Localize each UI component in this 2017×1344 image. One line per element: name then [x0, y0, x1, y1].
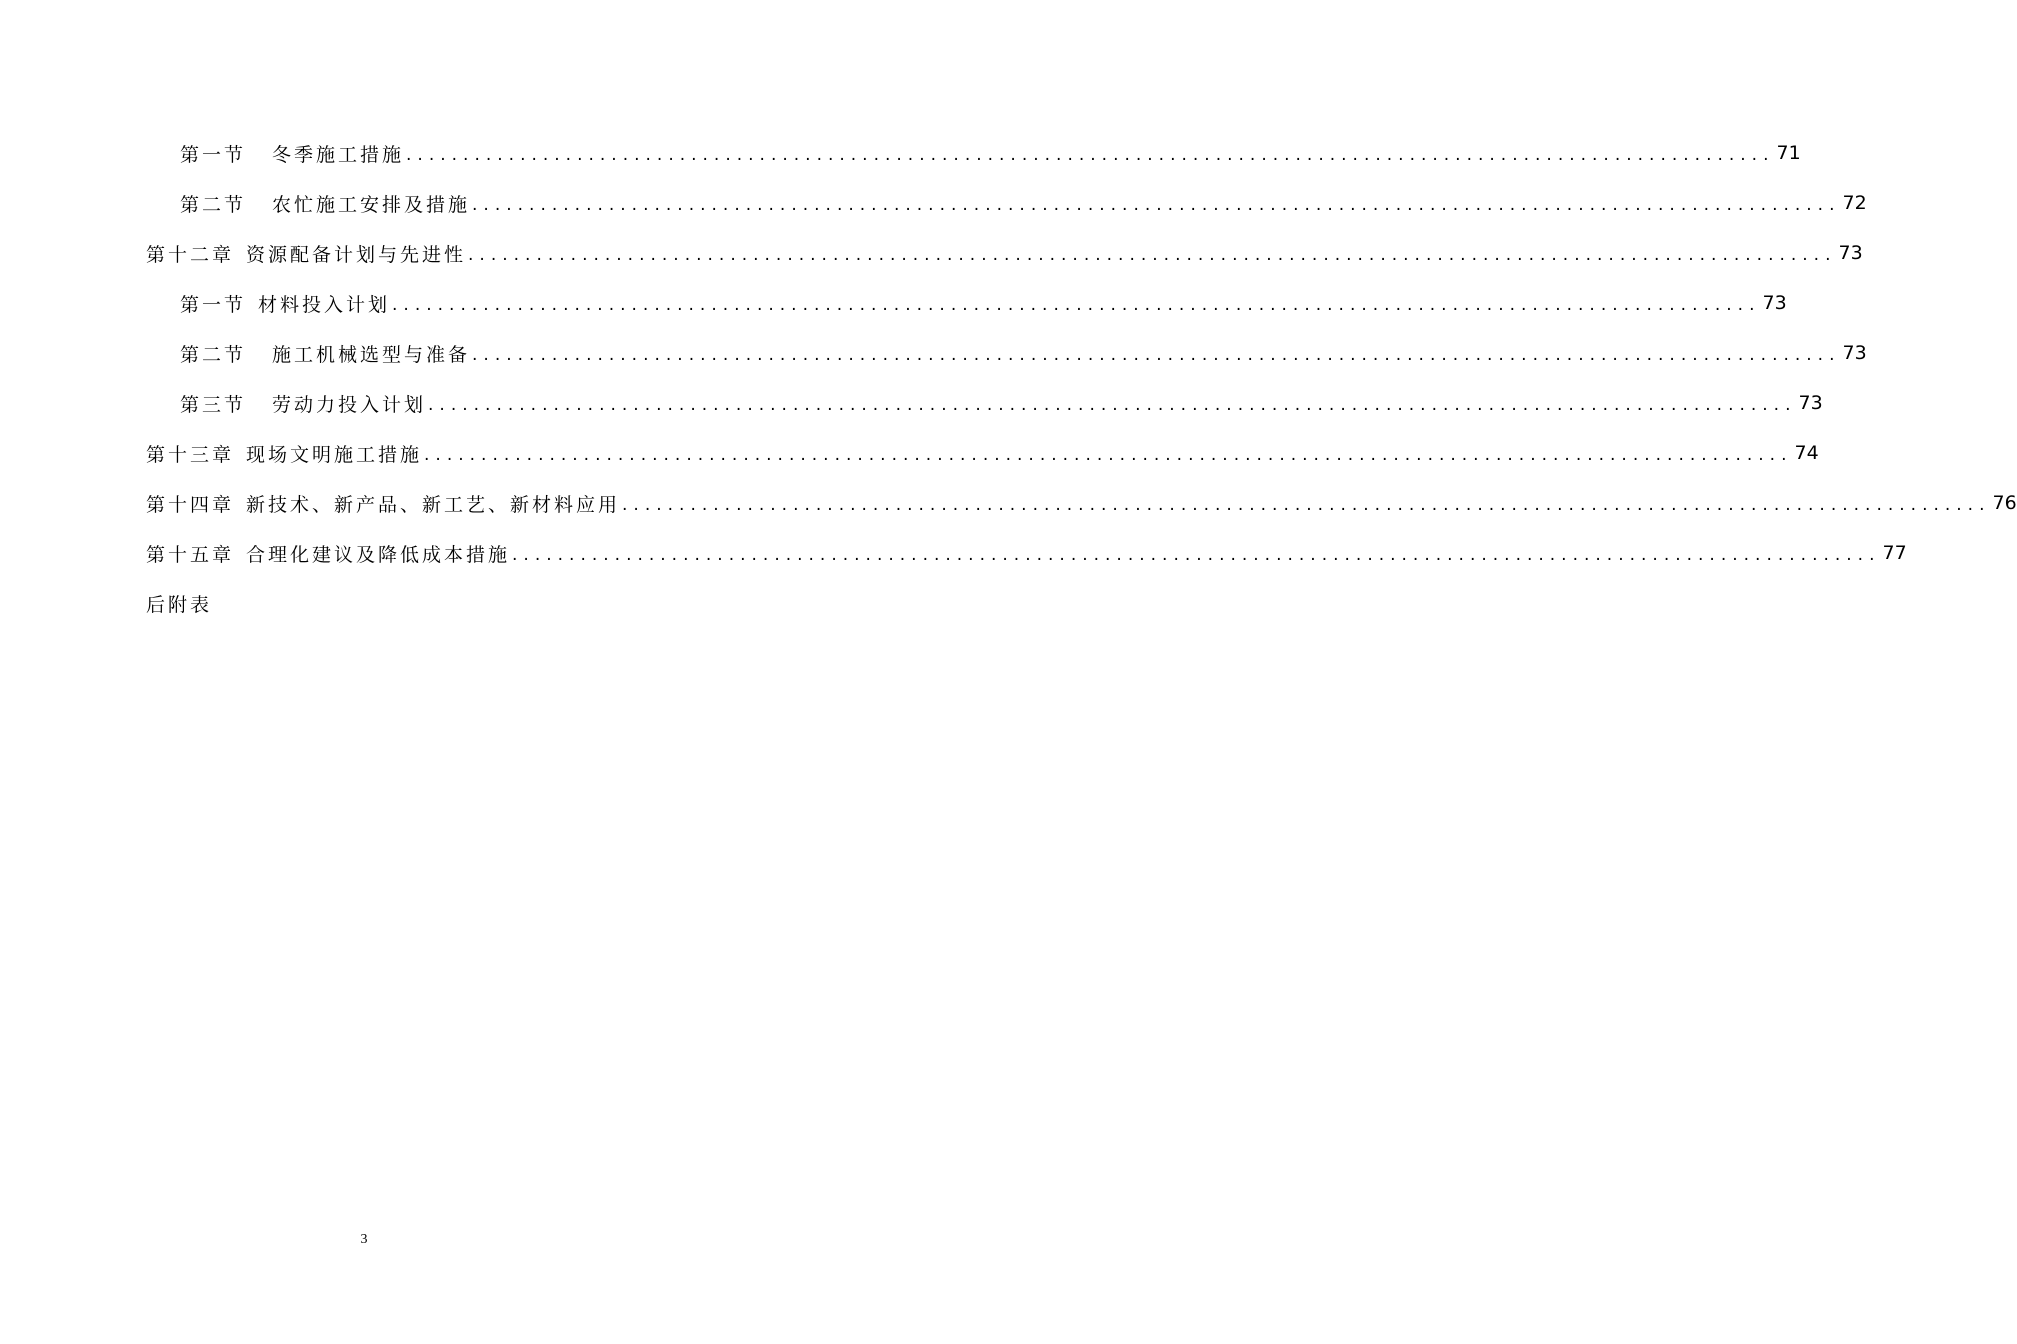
toc-entry-title: 现场文明施工措施 [246, 443, 423, 466]
toc-entry-title: 劳动力投入计划 [272, 393, 427, 416]
toc-entry-page: 77 [1882, 542, 1907, 564]
toc-entry-number: 第十二章 [146, 243, 235, 266]
toc-entry-number: 第一节 [180, 143, 247, 166]
toc-entry-number: 第二节 [180, 343, 247, 366]
toc-entry-label [146, 540, 512, 567]
toc-entry[interactable] [146, 128, 1801, 178]
toc-entry-title: 冬季施工措施 [272, 143, 405, 166]
toc-entry-label [180, 390, 428, 417]
toc-entry-page: 73 [1762, 292, 1787, 314]
toc-entry[interactable] [146, 178, 1867, 228]
toc-entry[interactable] [146, 228, 1863, 278]
toc-entry[interactable] [146, 328, 1867, 378]
toc-dot-leader: ........................................................................................................................ [424, 444, 1793, 465]
toc-dot-leader: ........................................................................................................................ [472, 194, 1841, 215]
toc-entry-page: 73 [1798, 392, 1823, 414]
toc-entry[interactable] [146, 528, 1907, 578]
toc-entry-page: 73 [1838, 242, 1863, 264]
toc-dot-leader: ........................................................................................................................ [622, 494, 1991, 515]
toc-entry-title: 资源配备计划与先进性 [246, 243, 467, 266]
toc-entry[interactable] [146, 278, 1787, 328]
toc-dot-leader: ........................................................................................................................ [472, 344, 1841, 365]
toc-entry-number: 第十四章 [146, 493, 235, 516]
toc-entry-label: 后附表 [146, 593, 213, 616]
toc-entry-title: 材料投入计划 [258, 293, 391, 316]
toc-entry-number: 第二节 [180, 193, 247, 216]
toc-entry-page: 73 [1842, 342, 1867, 364]
toc-entry[interactable] [146, 478, 2017, 528]
toc-entry-page: 76 [1992, 492, 2017, 514]
toc-entry-page: 74 [1794, 442, 1819, 464]
toc-entry-number: 第十五章 [146, 543, 235, 566]
toc-entry-label [180, 190, 472, 217]
toc-dot-leader: ........................................................................................................................ [512, 544, 1881, 565]
toc-dot-leader: ........................................................................................................................ [406, 144, 1775, 165]
toc-entry-page: 72 [1842, 192, 1867, 214]
toc-entry[interactable] [146, 378, 1823, 428]
toc-dot-leader: ........................................................................................................................ [468, 244, 1837, 265]
toc-entry-label [146, 240, 468, 267]
toc-entry-label [180, 290, 392, 317]
toc-entry-title: 新技术、新产品、新工艺、新材料应用 [246, 493, 621, 516]
table-of-contents [146, 128, 2017, 628]
toc-entry[interactable] [146, 428, 1819, 478]
toc-entry-page: 71 [1776, 142, 1801, 164]
toc-entry-label [180, 340, 472, 367]
toc-entry-label [180, 140, 406, 167]
toc-entry-number: 第三节 [180, 393, 247, 416]
toc-entry-title: 合理化建议及降低成本措施 [246, 543, 511, 566]
toc-entry-title: 施工机械选型与准备 [272, 343, 471, 366]
toc-entry-label [146, 440, 424, 467]
toc-entry-label [146, 490, 622, 517]
toc-dot-leader: ........................................................................................................................ [392, 294, 1761, 315]
page-number: 3 [360, 1232, 368, 1247]
toc-dot-leader: ........................................................................................................................ [428, 394, 1797, 415]
toc-entry-number: 第一节 [180, 293, 247, 316]
toc-entry-appendix[interactable] [146, 578, 806, 628]
toc-entry-number: 第十三章 [146, 443, 235, 466]
toc-entry-title: 农忙施工安排及措施 [272, 193, 471, 216]
